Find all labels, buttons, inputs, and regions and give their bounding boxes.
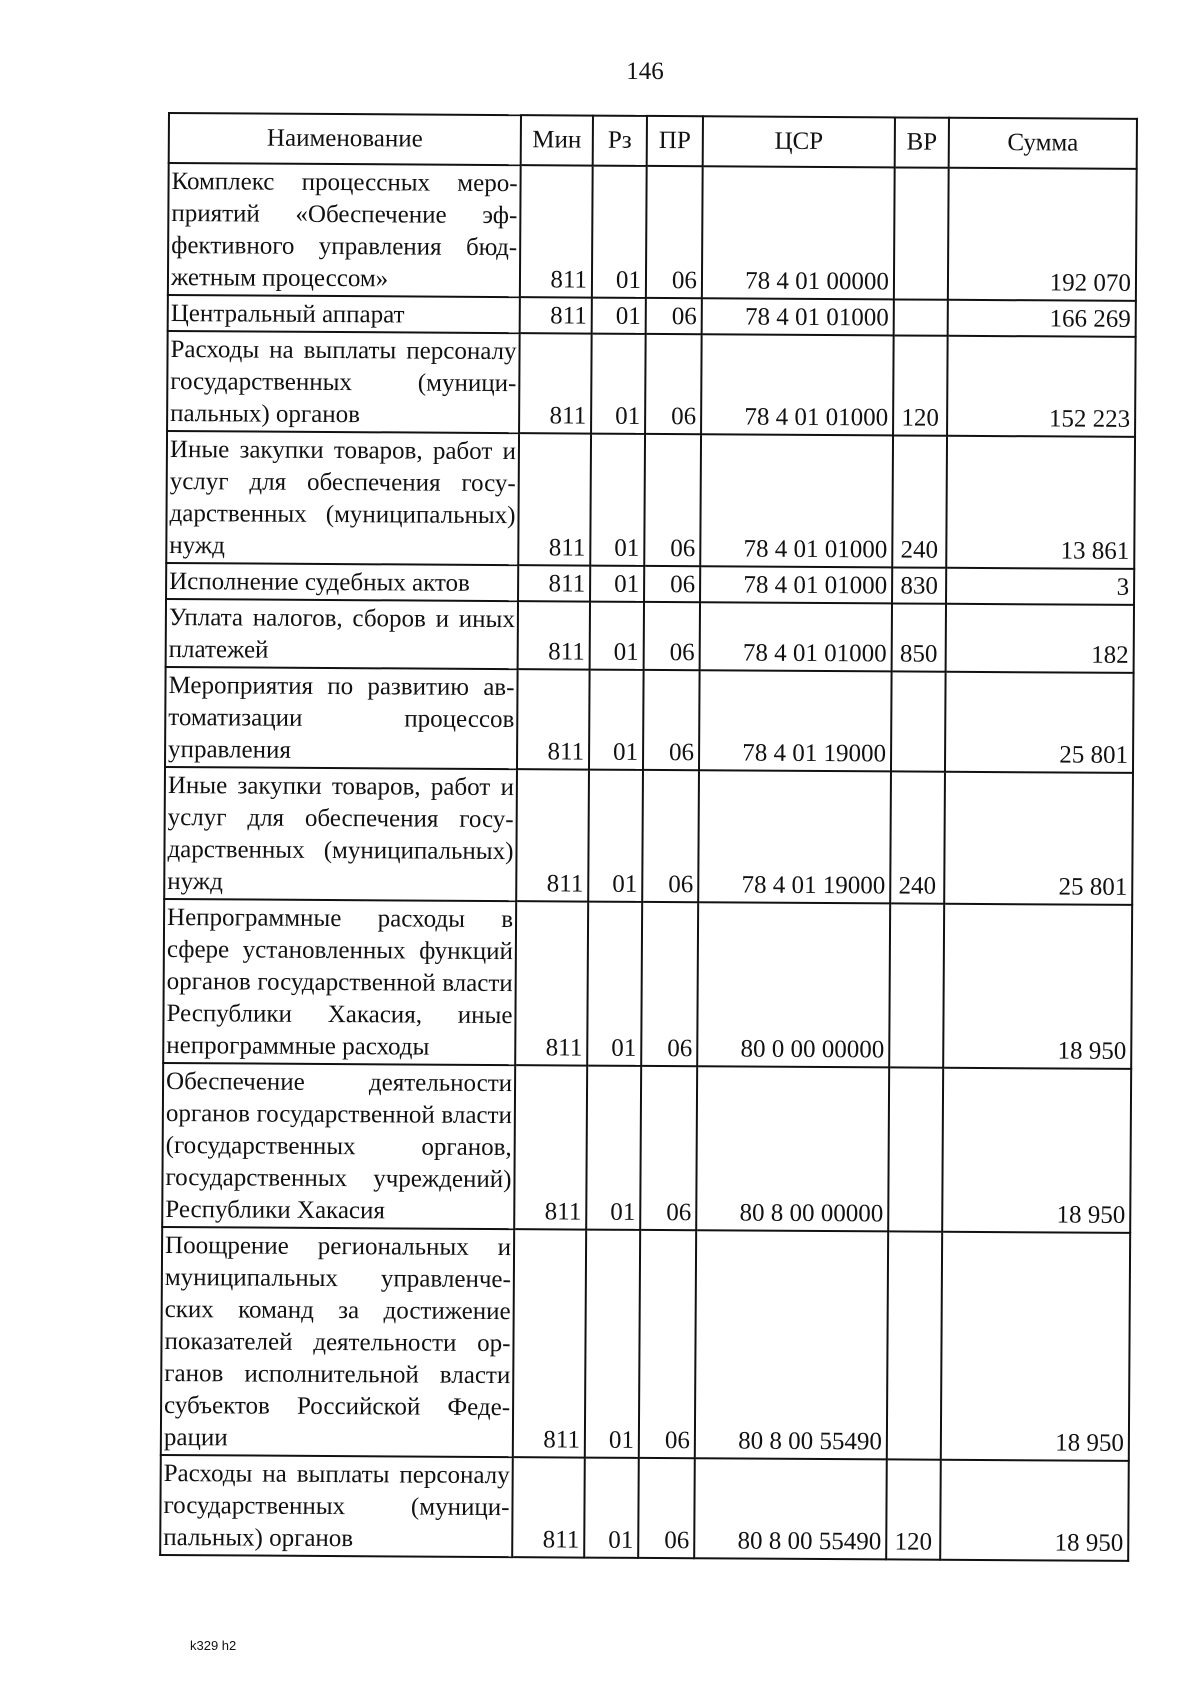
row-vr: 120 bbox=[886, 1459, 941, 1559]
row-name: Поощрение региональных и муниципальных управленческих команд за достижение показателей деятельности органов исполнительной власти субъектов Российской Федерации bbox=[161, 1227, 514, 1457]
row-pr: 06 bbox=[644, 566, 700, 602]
table-row bbox=[165, 667, 1134, 773]
header-csr: ЦСР bbox=[703, 116, 895, 167]
row-sum: 25 801 bbox=[945, 672, 1134, 773]
row-rz: 01 bbox=[588, 770, 643, 902]
row-min: 811 bbox=[520, 165, 593, 297]
row-name: Центральный аппарат bbox=[168, 295, 520, 333]
row-vr bbox=[894, 299, 948, 335]
row-sum: 3 bbox=[946, 568, 1134, 605]
row-rz: 01 bbox=[592, 166, 647, 298]
row-min: 811 bbox=[513, 1229, 586, 1457]
header-sum: Сумма bbox=[949, 118, 1137, 169]
row-sum: 18 950 bbox=[941, 1232, 1130, 1461]
row-name: Расходы на выплаты персоналу государственных (муниципальных) органов bbox=[160, 1455, 513, 1557]
row-csr: 78 4 01 01000 bbox=[702, 298, 894, 335]
table-row bbox=[162, 1063, 1131, 1233]
header-pr: ПР bbox=[647, 116, 703, 166]
row-csr: 78 4 01 00000 bbox=[702, 166, 895, 299]
row-sum: 166 269 bbox=[948, 300, 1136, 337]
row-pr: 06 bbox=[646, 166, 703, 298]
header-min: Мин bbox=[521, 115, 593, 165]
row-vr: 120 bbox=[893, 335, 948, 435]
row-vr bbox=[889, 903, 944, 1067]
row-csr: 78 4 01 19000 bbox=[698, 770, 891, 903]
row-csr: 78 4 01 01000 bbox=[701, 334, 894, 435]
row-pr: 06 bbox=[640, 1066, 697, 1230]
row-csr: 78 4 01 01000 bbox=[700, 602, 892, 671]
table-row bbox=[164, 767, 1133, 905]
row-name: Иные закупки товаров, работ и услуг для обеспечения государственных (муниципальных) нужд bbox=[166, 431, 519, 565]
table-row bbox=[168, 163, 1137, 301]
row-min: 811 bbox=[514, 1065, 587, 1229]
row-rz: 01 bbox=[584, 1458, 639, 1558]
row-pr: 06 bbox=[643, 670, 700, 770]
table-row bbox=[167, 331, 1136, 437]
header-vr: ВР bbox=[895, 117, 949, 167]
row-sum: 25 801 bbox=[944, 772, 1133, 905]
row-csr: 80 8 00 55490 bbox=[695, 1230, 888, 1459]
row-sum: 192 070 bbox=[948, 168, 1137, 301]
row-sum: 13 861 bbox=[946, 436, 1135, 569]
row-pr: 06 bbox=[646, 298, 702, 334]
row-rz: 01 bbox=[590, 602, 644, 670]
page-number: 146 bbox=[626, 58, 664, 85]
row-pr: 06 bbox=[644, 602, 700, 670]
row-rz: 01 bbox=[591, 334, 646, 434]
row-name: Обеспечение деятельности органов государственной власти (государственных органов, государственных учреждений) Республики Хакасия bbox=[162, 1063, 515, 1229]
row-vr: 240 bbox=[892, 435, 947, 567]
table-row bbox=[168, 295, 1136, 337]
row-rz: 01 bbox=[589, 670, 644, 770]
row-min: 811 bbox=[518, 601, 590, 669]
row-name: Расходы на выплаты персоналу государственных (муниципальных) органов bbox=[167, 331, 520, 433]
row-csr: 78 4 01 01000 bbox=[700, 566, 892, 603]
footer-code: k329 h2 bbox=[190, 1638, 237, 1653]
header-rz: Рз bbox=[593, 116, 647, 166]
row-rz: 01 bbox=[587, 902, 642, 1066]
row-csr: 80 8 00 55490 bbox=[694, 1458, 887, 1559]
row-vr bbox=[894, 167, 949, 299]
row-name: Уплата налогов, сборов и иных платежей bbox=[166, 599, 518, 669]
row-min: 811 bbox=[516, 769, 589, 901]
row-name: Непрограммные расходы в сфере установленных функций органов государственной власти Республики Хакасия, иные непрограммные расходы bbox=[163, 899, 516, 1065]
row-csr: 78 4 01 01000 bbox=[700, 434, 893, 567]
row-csr: 80 8 00 00000 bbox=[696, 1066, 889, 1231]
row-min: 811 bbox=[518, 565, 590, 601]
row-sum: 182 bbox=[946, 604, 1134, 673]
row-sum: 18 950 bbox=[943, 904, 1132, 1069]
table-body bbox=[160, 163, 1136, 1561]
row-rz: 01 bbox=[585, 1230, 640, 1458]
row-vr bbox=[888, 1067, 943, 1231]
table-row bbox=[161, 1227, 1130, 1461]
row-min: 811 bbox=[520, 297, 592, 333]
table-row bbox=[166, 431, 1135, 569]
row-name: Исполнение судебных актов bbox=[166, 563, 518, 601]
table-row bbox=[166, 599, 1134, 673]
row-pr: 06 bbox=[645, 334, 702, 434]
row-min: 811 bbox=[519, 333, 592, 433]
row-pr: 06 bbox=[639, 1230, 696, 1458]
row-min: 811 bbox=[512, 1457, 585, 1557]
row-rz: 01 bbox=[592, 298, 646, 334]
row-vr: 850 bbox=[892, 603, 946, 671]
row-pr: 06 bbox=[642, 770, 699, 902]
row-pr: 06 bbox=[641, 902, 698, 1066]
row-vr bbox=[891, 671, 946, 771]
row-min: 811 bbox=[518, 433, 591, 565]
header-name: Наименование bbox=[169, 113, 521, 165]
row-name: Комплекс процессных мероприятий «Обеспечение эффективного управления бюджетным процессом» bbox=[168, 163, 521, 297]
row-vr: 830 bbox=[892, 567, 946, 603]
table-row bbox=[160, 1455, 1129, 1561]
row-vr bbox=[887, 1231, 942, 1459]
row-csr: 78 4 01 19000 bbox=[699, 670, 892, 771]
budget-table bbox=[159, 112, 1138, 1562]
row-pr: 06 bbox=[644, 434, 701, 566]
row-name: Мероприятия по развитию автоматизации процессов управления bbox=[165, 667, 518, 769]
row-rz: 01 bbox=[586, 1066, 641, 1230]
row-sum: 18 950 bbox=[942, 1068, 1131, 1233]
row-sum: 152 223 bbox=[947, 336, 1136, 437]
table-header-row bbox=[169, 113, 1137, 169]
row-sum: 18 950 bbox=[940, 1460, 1129, 1561]
row-vr: 240 bbox=[890, 771, 945, 903]
row-name: Иные закупки товаров, работ и услуг для обеспечения государственных (муниципальных) нужд bbox=[164, 767, 517, 901]
row-csr: 80 0 00 00000 bbox=[697, 902, 890, 1067]
row-rz: 01 bbox=[590, 566, 644, 602]
row-rz: 01 bbox=[590, 434, 645, 566]
row-min: 811 bbox=[515, 901, 588, 1065]
table-row bbox=[163, 899, 1132, 1069]
row-pr: 06 bbox=[638, 1458, 695, 1558]
table-row bbox=[166, 563, 1134, 605]
row-min: 811 bbox=[517, 669, 590, 769]
